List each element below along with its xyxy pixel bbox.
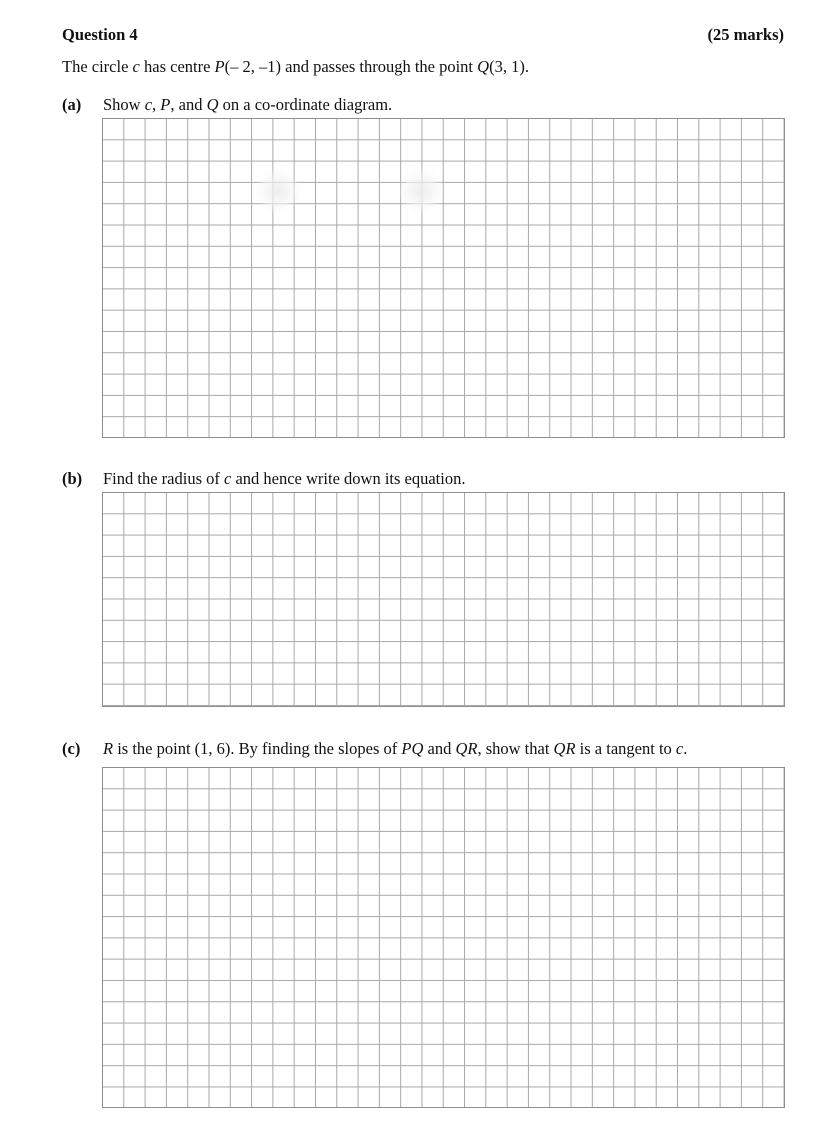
part-a-text-4: on a co-ordinate diagram. xyxy=(218,95,393,114)
part-a-prompt xyxy=(62,95,392,115)
part-c-circle-var: c xyxy=(675,739,684,758)
part-c-text-5: . xyxy=(683,739,688,758)
intro-text-4: (3, 1). xyxy=(489,57,529,76)
part-a-point-q: Q xyxy=(206,95,219,114)
part-a-text-1: Show xyxy=(103,95,145,114)
intro-point-p: P xyxy=(214,57,225,76)
part-a-label: (a) xyxy=(62,95,82,114)
part-a-point-p: P xyxy=(160,95,171,114)
question-marks: (25 marks) xyxy=(707,25,784,44)
intro-text-3: (– 2, –1) and passes through the point xyxy=(224,57,478,76)
part-b-prompt xyxy=(62,469,465,489)
part-a-text-2: , xyxy=(152,95,161,114)
part-c-text-3: , show that xyxy=(477,739,554,758)
part-b-label: (b) xyxy=(62,469,83,488)
part-b-text-2: and hence write down its equation. xyxy=(231,469,466,488)
answer-grid-c[interactable] xyxy=(102,767,785,1108)
answer-grid-b[interactable] xyxy=(102,492,785,707)
answer-grid-a[interactable] xyxy=(102,118,785,438)
part-c-text-1: is the point (1, 6). By finding the slopes of xyxy=(113,739,402,758)
intro-point-q: Q xyxy=(477,57,490,76)
part-c-line-pq: PQ xyxy=(401,739,424,758)
intro-circle-var: c xyxy=(132,57,140,76)
question-title: Question 4 xyxy=(62,25,138,44)
part-c-text-2: and xyxy=(423,739,456,758)
part-a-circle-var: c xyxy=(144,95,153,114)
question-intro xyxy=(62,57,529,77)
part-c-prompt xyxy=(62,739,687,759)
part-b-text-1: Find the radius of xyxy=(103,469,224,488)
part-a-text-3: , and xyxy=(170,95,207,114)
part-c-line-qr-2: QR xyxy=(553,739,576,758)
part-c-text-4: is a tangent to xyxy=(575,739,676,758)
part-c-line-qr: QR xyxy=(455,739,478,758)
intro-text-2: has centre xyxy=(139,57,215,76)
part-c-point-r: R xyxy=(103,739,114,758)
part-c-label: (c) xyxy=(62,739,81,758)
part-b-circle-var: c xyxy=(224,469,232,488)
intro-text-1: The circle xyxy=(62,57,133,76)
